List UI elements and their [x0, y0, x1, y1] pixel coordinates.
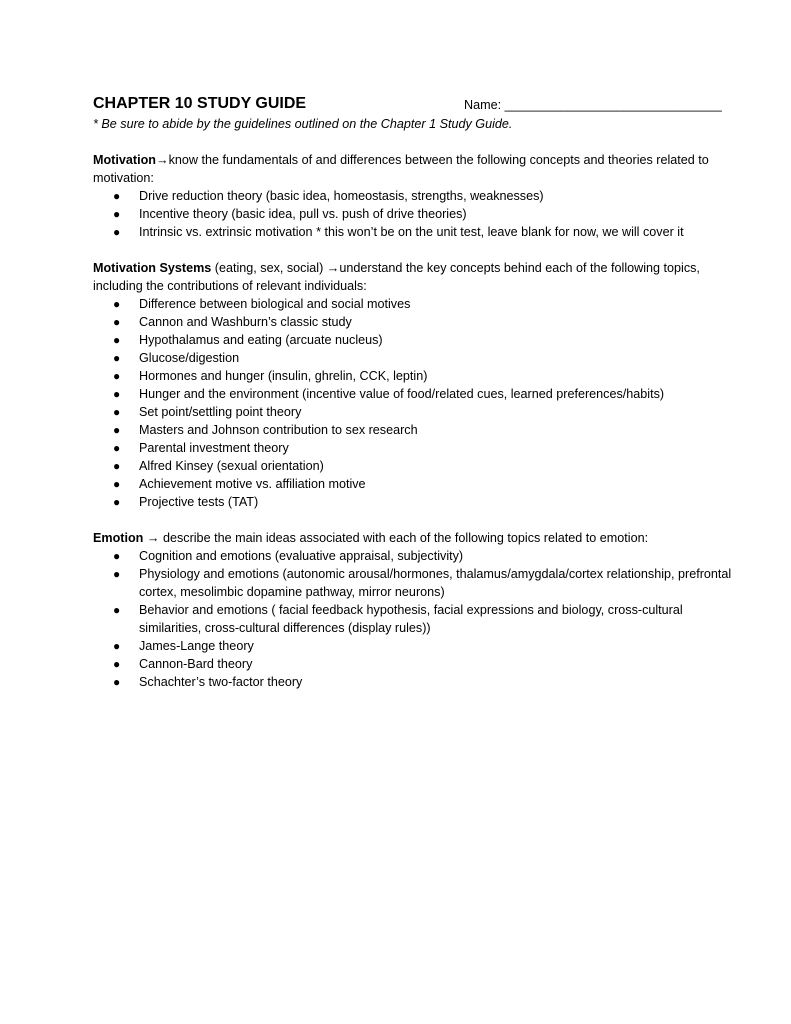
list-item — [93, 331, 733, 349]
list-item — [93, 187, 733, 205]
list-item-text: Cognition and emotions (evaluative appraisal, subjectivity) — [139, 549, 464, 563]
bullet-icon: ● — [113, 207, 121, 221]
list-item — [93, 313, 733, 331]
bullet-icon: ● — [113, 459, 121, 473]
bullet-icon: ● — [113, 369, 121, 383]
bullet-icon: ● — [113, 603, 121, 617]
list-item-text: Alfred Kinsey (sexual orientation) — [139, 459, 324, 473]
title-row — [93, 94, 733, 114]
section-description: →know the fundamentals of and differences between the following concepts and theories related to motivation: — [93, 153, 709, 185]
list-item-text: Hormones and hunger (insulin, ghrelin, CCK, leptin) — [139, 369, 428, 383]
list-item — [93, 475, 733, 493]
bullet-icon: ● — [113, 315, 121, 329]
section-intro — [93, 259, 733, 295]
list-item-text: Hypothalamus and eating (arcuate nucleus) — [139, 333, 383, 347]
list-item-text: Difference between biological and social motives — [139, 297, 411, 311]
topic-list — [93, 187, 733, 241]
bullet-icon: ● — [113, 441, 121, 455]
bullet-icon: ● — [113, 477, 121, 491]
list-item — [93, 547, 733, 565]
list-item — [93, 205, 733, 223]
section-intro — [93, 529, 733, 547]
bullet-icon: ● — [113, 549, 121, 563]
list-item — [93, 295, 733, 313]
bullet-icon: ● — [113, 351, 121, 365]
bullet-icon: ● — [113, 405, 121, 419]
bullet-icon: ● — [113, 297, 121, 311]
section-heading: Motivation Systems — [93, 261, 212, 275]
list-item — [93, 223, 733, 241]
list-item-text: Cannon-Bard theory — [139, 657, 253, 671]
list-item — [93, 439, 733, 457]
list-item — [93, 565, 733, 601]
bullet-icon: ● — [113, 387, 121, 401]
section-motivation — [93, 151, 733, 241]
list-item-text: Cannon and Washburn’s classic study — [139, 315, 352, 329]
section-motivation-systems — [93, 259, 733, 511]
list-item-text: Behavior and emotions ( facial feedback hypothesis, facial expressions and biology, cross-cultural similarities, cross-cultural differences (display rules)) — [139, 603, 683, 635]
list-item — [93, 385, 733, 403]
page-title: CHAPTER 10 STUDY GUIDE — [93, 95, 307, 112]
bullet-icon: ● — [113, 567, 121, 581]
list-item — [93, 421, 733, 439]
bullet-icon: ● — [113, 639, 121, 653]
bullet-icon: ● — [113, 189, 121, 203]
name-field: Name: _______________________________ — [464, 98, 722, 112]
list-item — [93, 637, 733, 655]
list-item-text: Projective tests (TAT) — [139, 495, 259, 509]
topic-list — [93, 295, 733, 511]
bullet-icon: ● — [113, 423, 121, 437]
section-description: → describe the main ideas associated with each of the following topics related to emotion: — [146, 531, 649, 545]
list-item-text: Hunger and the environment (incentive value of food/related cues, learned preferences/habits) — [139, 387, 665, 401]
list-item-text: Glucose/digestion — [139, 351, 240, 365]
section-heading-suffix: (eating, sex, social) — [211, 261, 327, 275]
section-emotion — [93, 529, 733, 691]
list-item — [93, 601, 733, 637]
list-item-text: Achievement motive vs. affiliation motive — [139, 477, 366, 491]
list-item-text: Schachter’s two-factor theory — [139, 675, 303, 689]
bullet-icon: ● — [113, 225, 121, 239]
list-item-text: Set point/settling point theory — [139, 405, 302, 419]
bullet-icon: ● — [113, 657, 121, 671]
bullet-icon: ● — [113, 675, 121, 689]
list-item — [93, 493, 733, 511]
bullet-icon: ● — [113, 495, 121, 509]
section-intro — [93, 151, 733, 187]
list-item-text: Masters and Johnson contribution to sex research — [139, 423, 418, 437]
list-item — [93, 403, 733, 421]
list-item-text: Incentive theory (basic idea, pull vs. push of drive theories) — [139, 207, 467, 221]
document-body — [93, 94, 733, 691]
section-heading: Emotion — [93, 531, 144, 545]
list-item-text: Parental investment theory — [139, 441, 289, 455]
list-item-text: Physiology and emotions (autonomic arousal/hormones, thalamus/amygdala/cortex relationship, prefrontal cortex, mesolimbic dopamine pathway, mirror neurons) — [139, 567, 732, 599]
list-item — [93, 457, 733, 475]
topic-list — [93, 547, 733, 691]
section-heading: Motivation — [93, 153, 156, 167]
list-item-text: James-Lange theory — [139, 639, 254, 653]
list-item — [93, 673, 733, 691]
list-item — [93, 367, 733, 385]
list-item-text: Drive reduction theory (basic idea, homeostasis, strengths, weaknesses) — [139, 189, 544, 203]
bullet-icon: ● — [113, 333, 121, 347]
section-description: →understand the key concepts behind each of the following topics, including the contributions of relevant individuals: — [93, 261, 700, 293]
list-item-text: Intrinsic vs. extrinsic motivation * this won’t be on the unit test, leave blank for now, we will cover it — [139, 225, 684, 239]
list-item — [93, 349, 733, 367]
list-item — [93, 655, 733, 673]
guidelines-note: * Be sure to abide by the guidelines outlined on the Chapter 1 Study Guide. — [93, 117, 513, 131]
